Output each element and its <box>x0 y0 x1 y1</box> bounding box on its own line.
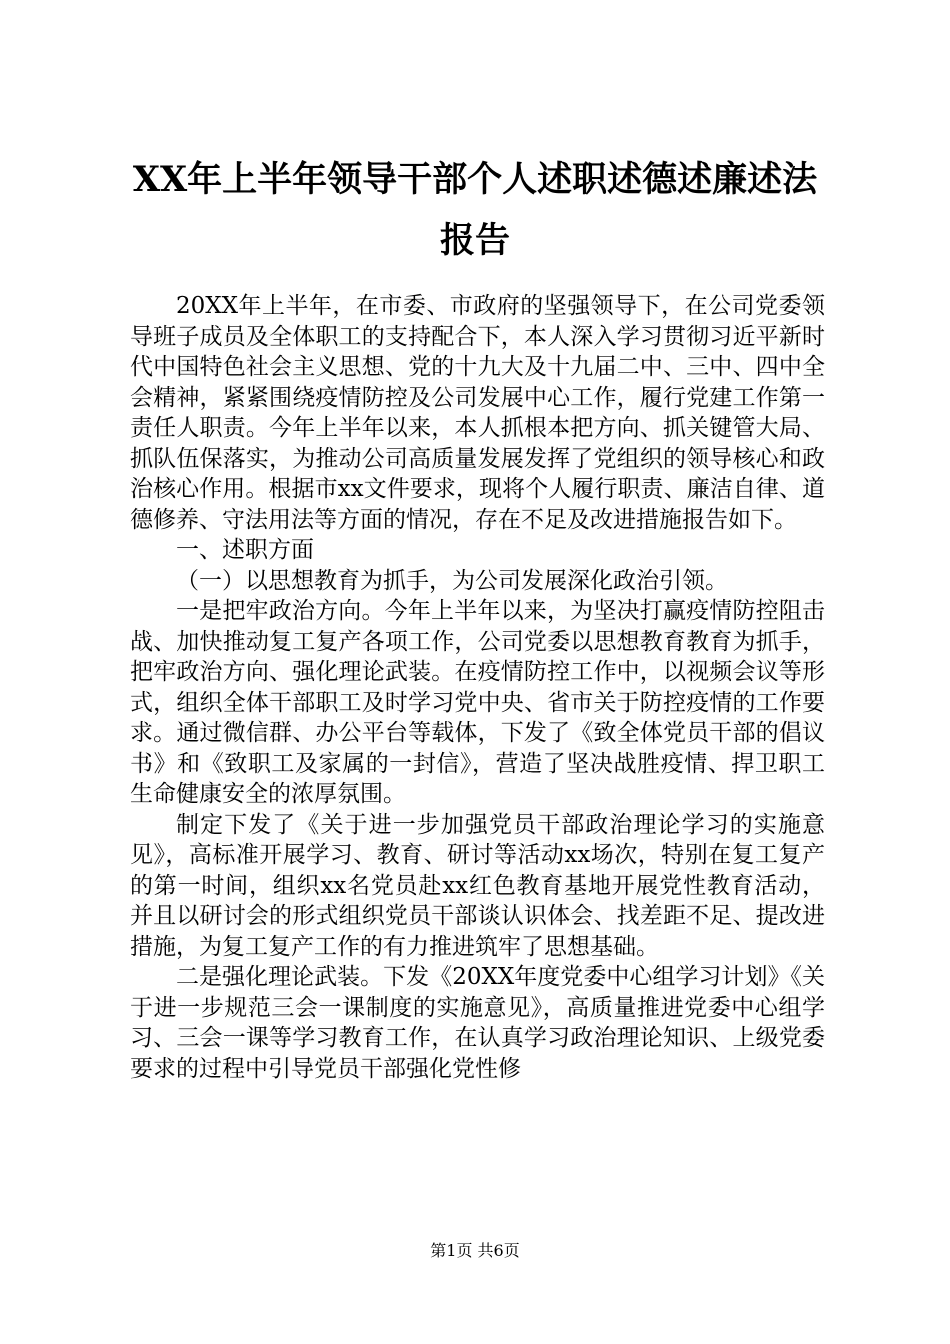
paragraph-political-direction: 一是把牢政治方向。今年上半年以来，为坚决打赢疫情防控阻击战、加快推动复工复产各项工作，公司党委以思想教育教育为抓手，把牢政治方向、强化理论武装。在疫情防控工作中，以视频会议等形式，组织全体干部职工及时学习党中央、省市关于防控疫情的工作要求。通过微信群、办公平台等载体，下发了《致全体党员干部的倡议书》和《致职工及家属的一封信》，营造了坚决战胜疫情、捍卫职工生命健康安全的浓厚氛围。 <box>130 598 825 807</box>
paragraph-theory: 二是强化理论武装。下发《20XX年度党委中心组学习计划》《关于进一步规范三会一课制度的实施意见》，高质量推进党委中心组学习、三会一课等学习教育工作，在认真学习政治理论知识、上级党委要求的过程中引导党员干部强化党性修 <box>130 964 825 1082</box>
page-footer: 第1页 共6页 <box>430 1241 520 1260</box>
document-body <box>130 291 825 1084</box>
section-heading: 一、述职方面 <box>176 537 314 563</box>
paragraph-implementation: 制定下发了《关于进一步加强党员干部政治理论学习的实施意见》，高标准开展学习、教育、研讨等活动xx场次，特别在复工复产的第一时间，组织xx名党员赴xx红色教育基地开展党性教育活动，并且以研讨会的形式组织党员干部谈认识体会、找差距不足、提改进措施，为复工复产工作的有力推进筑牢了思想基础。 <box>130 811 825 960</box>
paragraph-intro: 20XX年上半年，在市委、市政府的坚强领导下，在公司党委领导班子成员及全体职工的支持配合下，本人深入学习贯彻习近平新时代中国特色社会主义思想、党的十九大及十九届二中、三中、四中全会精神，紧紧围绕疫情防控及公司发展中心工作，履行党建工作第一责任人职责。今年上半年以来，本人抓根本把方向、抓关键管大局、抓队伍保落实，为推动公司高质量发展发挥了党组织的领导核心和政治核心作用。根据市xx文件要求，现将个人履行职责、廉洁自律、道德修养、守法用法等方面的情况，存在不足及改进措施报告如下。 <box>130 293 825 533</box>
document-title-line2: 报告 <box>439 220 510 261</box>
document-title-line1: XX年上半年领导干部个人述职述德述廉述法 <box>132 159 818 200</box>
subsection-heading: （一）以思想教育为抓手，为公司发展深化政治引领。 <box>176 567 728 594</box>
